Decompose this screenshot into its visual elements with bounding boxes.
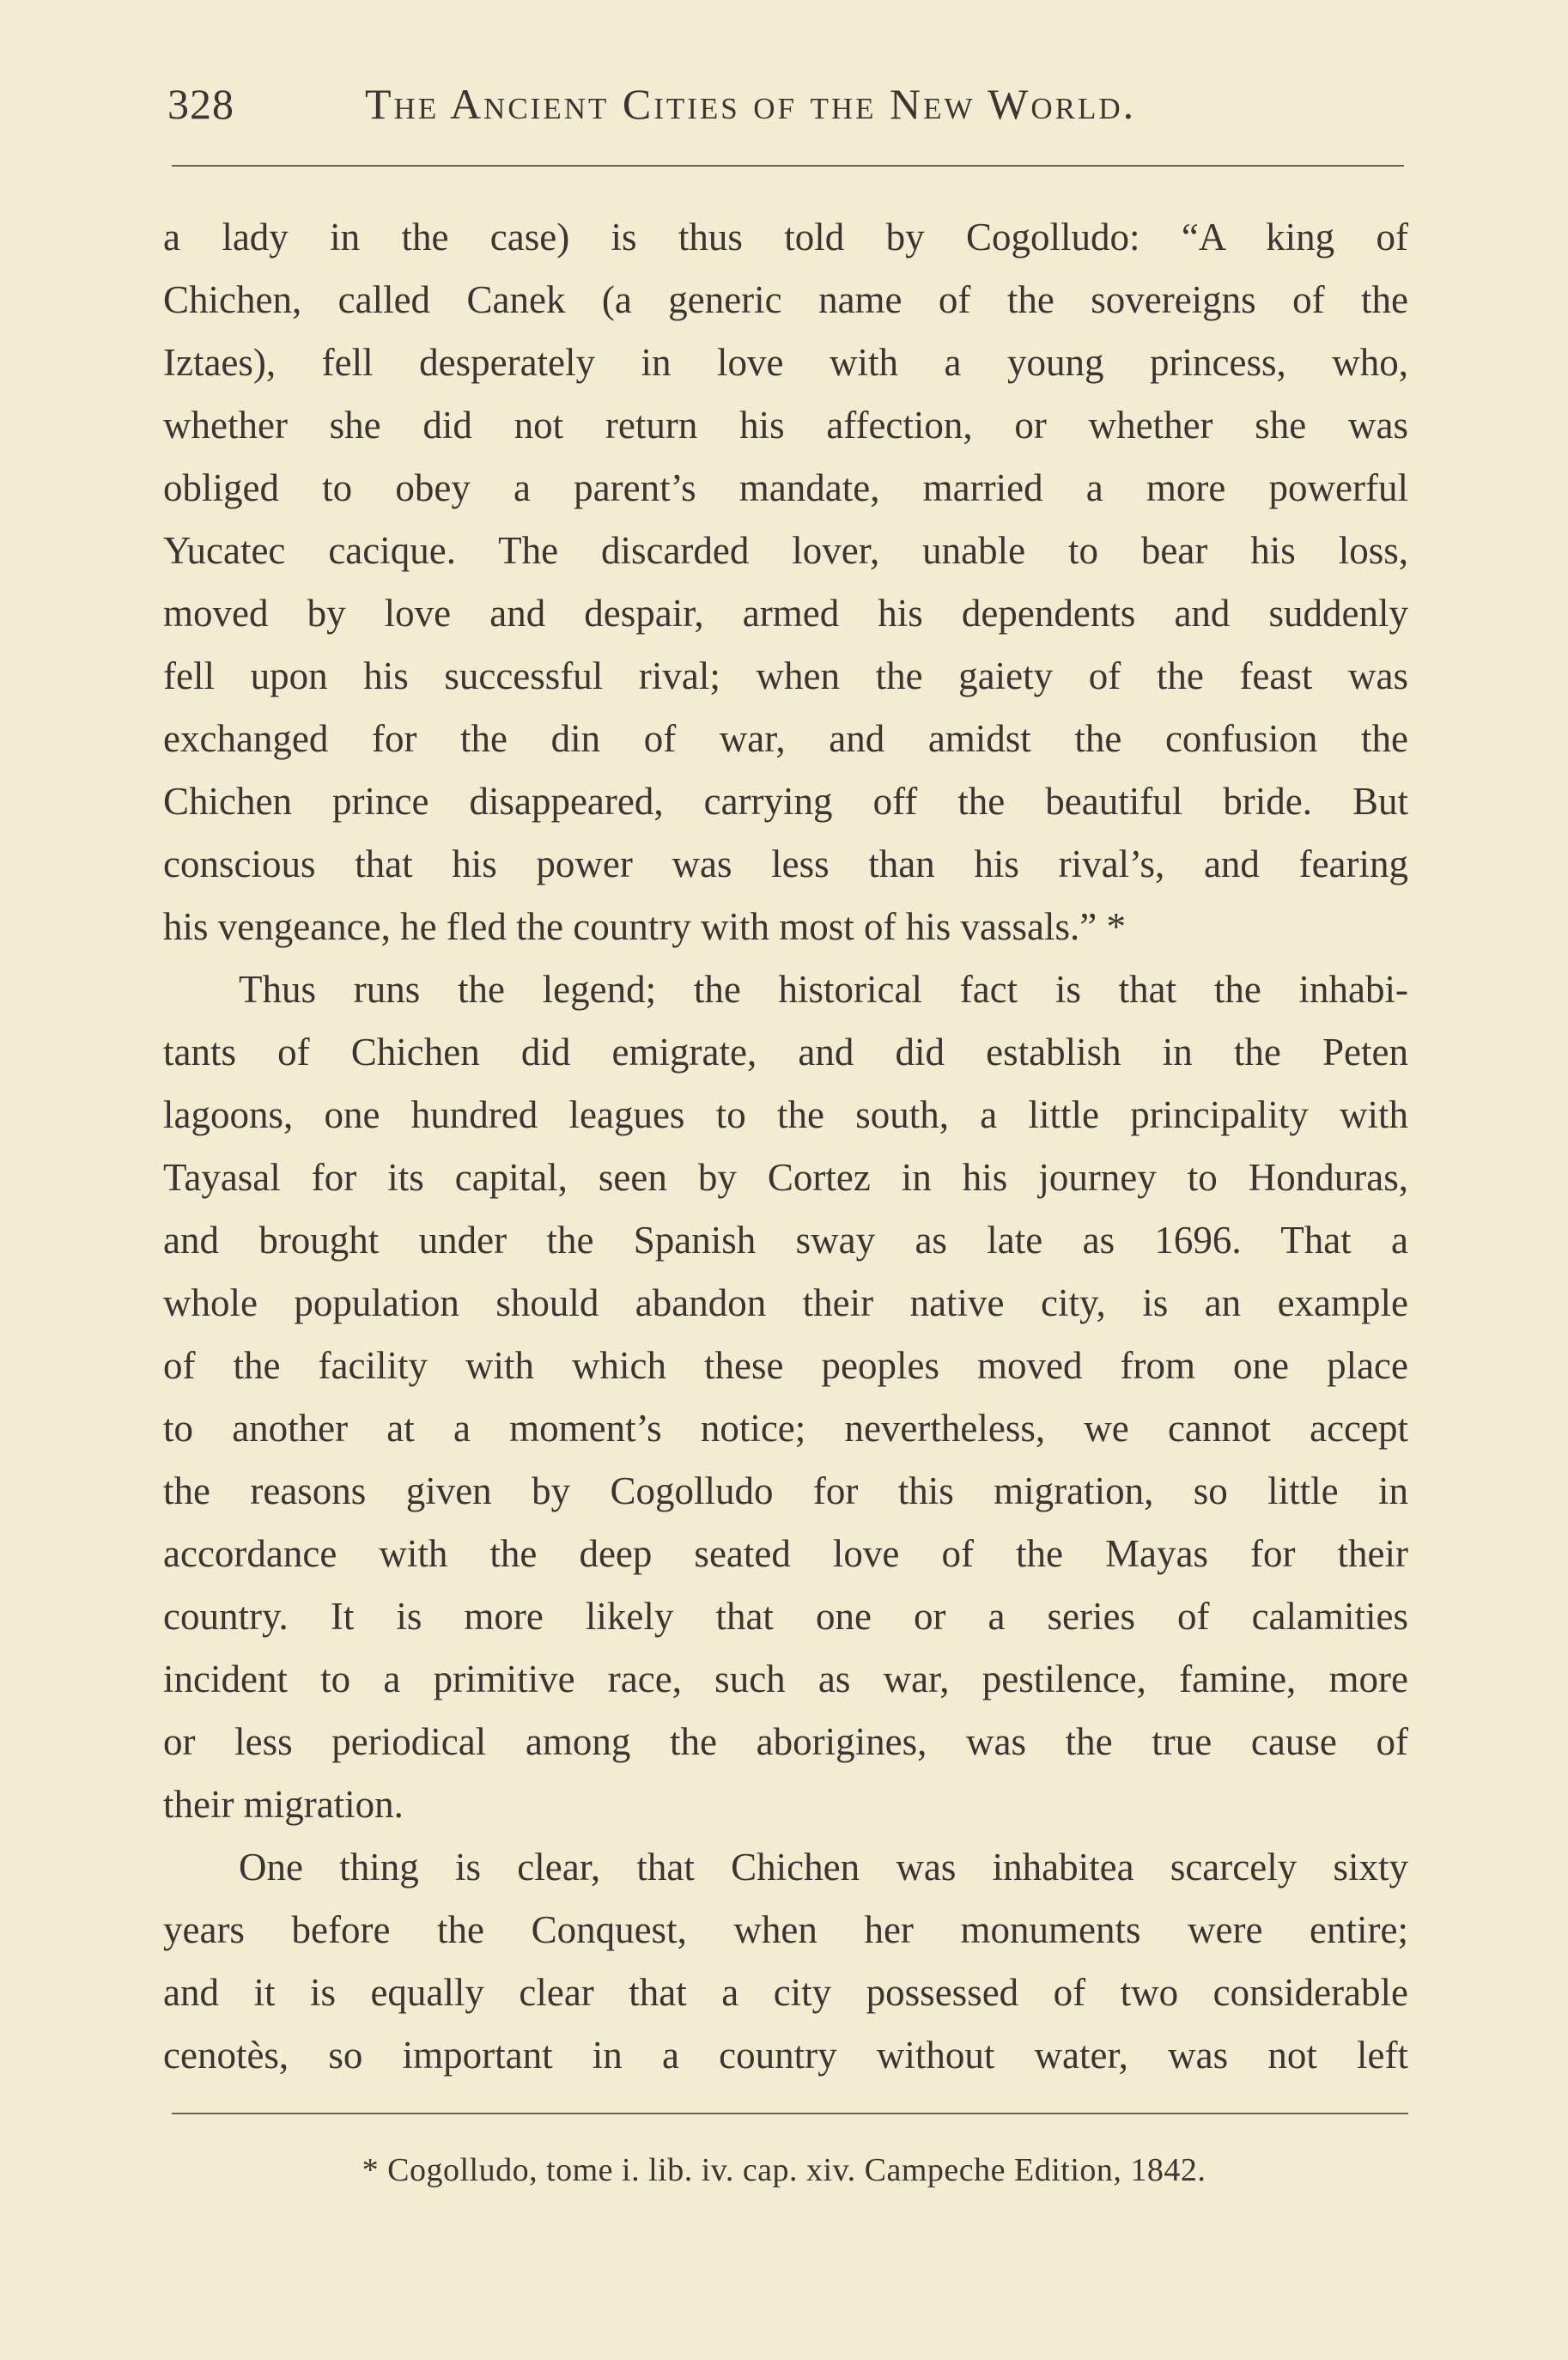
text-line: obliged to obey a parent’s mandate, married a more powerful xyxy=(163,466,1408,509)
text-line: years before the Conquest, when her monuments were entire; xyxy=(163,1908,1408,1951)
text-line: to another at a moment’s notice; nevertheless, we cannot accept xyxy=(163,1407,1408,1450)
text-line: and brought under the Spanish sway as late as 1696. That a xyxy=(163,1219,1408,1262)
text-line: a lady in the case) is thus told by Cogolludo: “A king of xyxy=(163,216,1408,259)
text-line: exchanged for the din of war, and amidst the confusion the xyxy=(163,717,1408,760)
running-title: The Ancient Cities of the New World. xyxy=(365,80,1137,128)
page-number: 328 xyxy=(167,80,234,128)
body-text xyxy=(163,206,1408,2087)
text-line: conscious that his power was less than his rival’s, and fearing xyxy=(163,842,1408,885)
footnote-rule xyxy=(172,2113,1408,2114)
text-line: One thing is clear, that Chichen was inhabitea scarcely sixty xyxy=(239,1846,1408,1889)
text-line: Thus runs the legend; the historical fact is that the inhabi- xyxy=(239,968,1408,1011)
text-line: Yucatec cacique. The discarded lover, unable to bear his loss, xyxy=(163,529,1408,572)
header-rule xyxy=(172,165,1404,167)
text-line: accordance with the deep seated love of the Mayas for their xyxy=(163,1532,1408,1575)
text-line: cenotès, so important in a country without water, was not left xyxy=(163,2034,1408,2077)
text-line: and it is equally clear that a city possessed of two considerable xyxy=(163,1971,1408,2014)
text-line: tants of Chichen did emigrate, and did establish in the Peten xyxy=(163,1031,1408,1074)
running-header xyxy=(167,79,1413,131)
text-line: country. It is more likely that one or a series of calamities xyxy=(163,1595,1408,1638)
text-line: whether she did not return his affection, or whether she was xyxy=(163,404,1408,447)
text-line: incident to a primitive race, such as war, pestilence, famine, more xyxy=(163,1657,1408,1700)
text-line: fell upon his successful rival; when the gaiety of the feast was xyxy=(163,654,1408,697)
text-line: of the facility with which these peoples moved from one place xyxy=(163,1344,1408,1387)
text-line: whole population should abandon their native city, is an example xyxy=(163,1281,1408,1324)
footnote: * Cogolludo, tome i. lib. iv. cap. xiv. Campeche Edition, 1842. xyxy=(362,2152,1206,2188)
text-line: moved by love and despair, armed his dependents and suddenly xyxy=(163,592,1408,635)
text-line: his vengeance, he fled the country with most of his vassals.” * xyxy=(163,905,1126,948)
text-line: Chichen, called Canek (a generic name of the sovereigns of the xyxy=(163,278,1408,321)
text-line: lagoons, one hundred leagues to the south, a little principality with xyxy=(163,1093,1408,1136)
text-line: Iztaes), fell desperately in love with a young princess, who, xyxy=(163,341,1408,384)
text-line: Chichen prince disappeared, carrying off the beautiful bride. But xyxy=(163,780,1408,823)
text-line: the reasons given by Cogolludo for this migration, so little in xyxy=(163,1469,1408,1512)
text-line: their migration. xyxy=(163,1783,404,1826)
text-line: Tayasal for its capital, seen by Cortez in his journey to Honduras, xyxy=(163,1156,1408,1199)
text-line: or less periodical among the aborigines, was the true cause of xyxy=(163,1720,1408,1763)
